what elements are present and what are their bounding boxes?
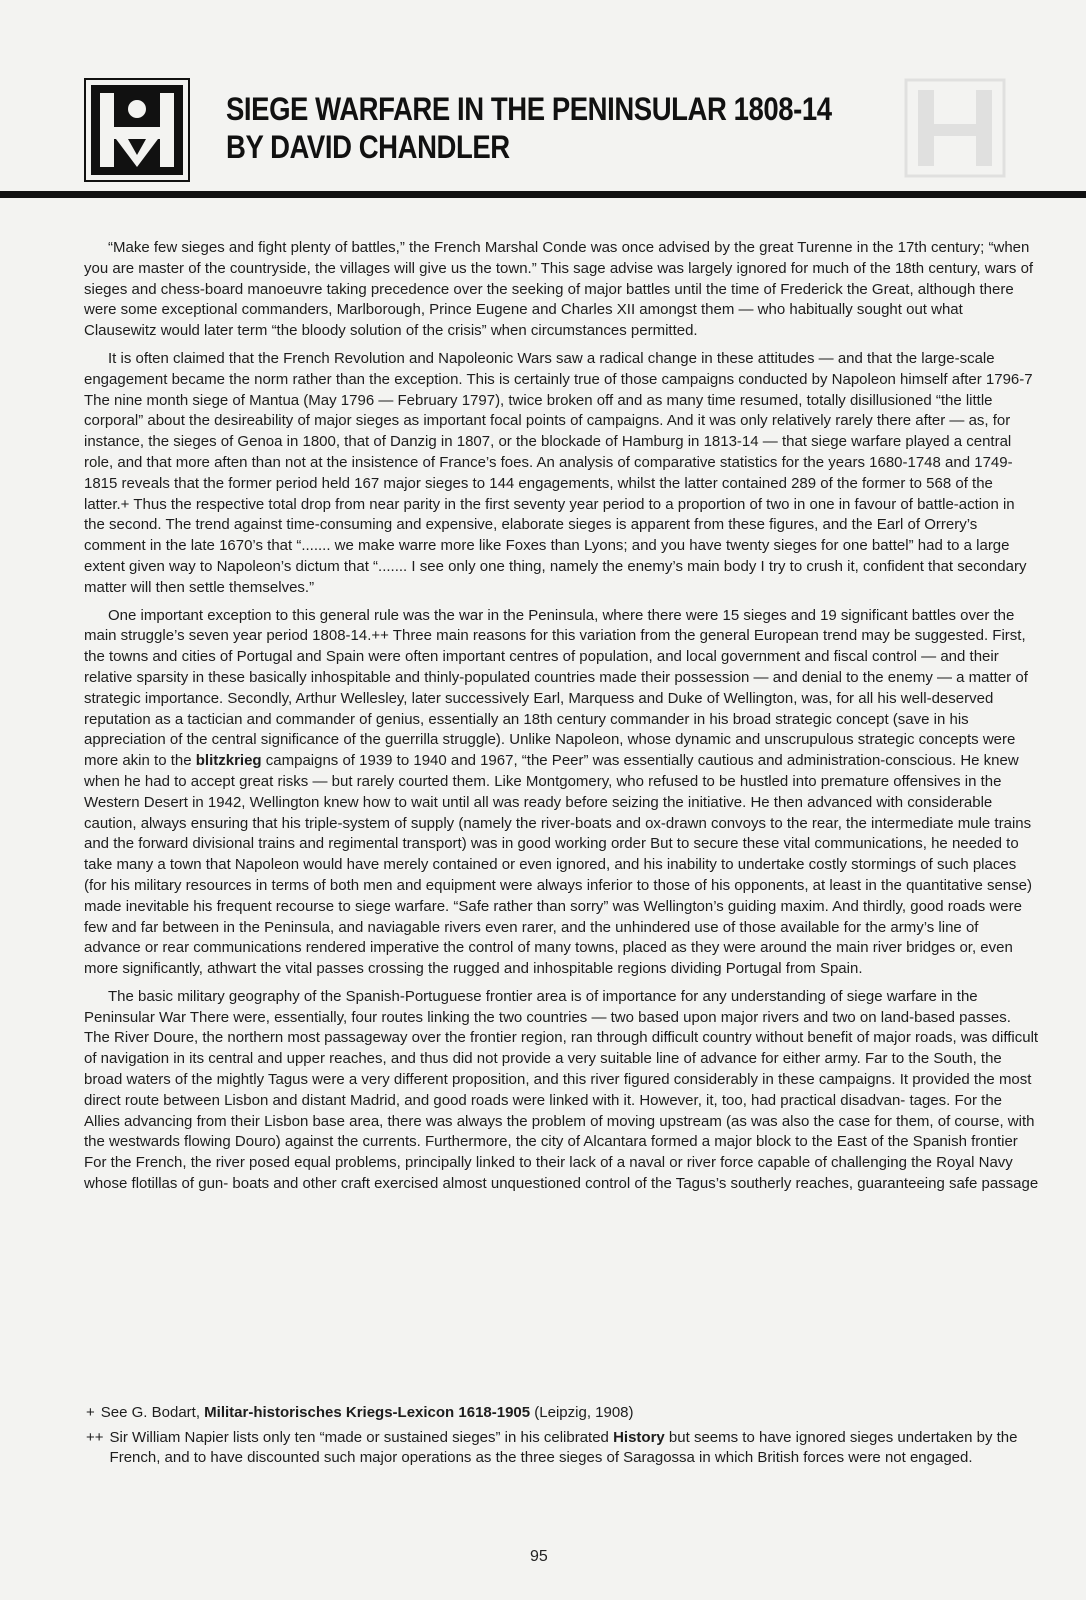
- footnote-mark: +: [86, 1404, 95, 1421]
- text-run: campaigns of 1939 to 1940 and 1967, “the Peer” was essentially cautious and administration-conscious. He knew when he had to accept great risks — but rarely courted them. Like Montgomery, who refused to be hustled into premature offensives in the Western Desert in 1942, Wellington knew how to wait until all was ready before seizing the initiative. He then advanced with considerable caution, always ensuring that his triple-system of supply (namely the river-boats and ox-drawn convoys to the rear, the intermediate mule trains and the forward divisional trains and regimental transport) was in good working order But to secure these vital communications, he needed to take many a town that Napoleon would have merely contained or even ignored, and his inability to undertake costly stormings of such places (for his military resources in terms of both men and equipment were always inferior to those of his opponents, at least in the quantitative sense) made inevitable his frequent recourse to siege warfare. “Safe rather than sorry” was Wellington’s guiding maxim. And thirdly, good roads were few and far between in the Peninsula, and naviagable rivers even rarer, and the unhindered use of those available for the army’s line of advance or rear communications rendered imperative the control of many towns, placed as they were around the main river bridges or, even more significantly, athwart the vital passes crossing the rugged and inhospitable regions dividing Portugal from Spain.: [84, 752, 1032, 978]
- footnote-text: [110, 1428, 1041, 1468]
- page-header: [0, 0, 1086, 205]
- text-run: The basic military geography of the Spanish-Portuguese frontier area is of importance for any understanding of siege warfare in the Peninsular War There were, essentially, four routes linking the two countries — two based upon major rivers and two on land-based passes. The River Doure, the northern most passageway over the frontier region, ran through difficult country without benefit of major roads, was difficult of navigation in its central and upper reaches, and thus did not provide a very suitable line of advance for either army. Far to the South, the broad waters of the mightly Tagus were a very different proposition, and this river figured considerably in these campaigns. It provided the most direct route between Lisbon and distant Madrid, and good roads were linked with it. However, it, too, had practical disadvan- tages. For the Allies advancing from their Lisbon base area, there was always the problem of moving upstream (as was also the case for them, of course, with the westwards flowing Douro) against the currents. Furthermore, the city of Alcantara formed a major block to the East of the Spanish frontier For the French, the river posed equal problems, principally linked to their lack of a naval or river force capable of challenging the Royal Navy whose flotillas of gun- boats and other craft exercised almost unquestioned control of the Tagus’s southerly reaches, guaranteeing safe passage: [84, 987, 1039, 1193]
- text-run: See G. Bodart,: [100, 1404, 205, 1421]
- text-run: but seems to have ignored sieges undertaken by the French, and to have discounted such major operations as the three sieges of Saragossa in which British forces were not engaged.: [109, 1429, 1018, 1466]
- bold-text: History: [613, 1429, 665, 1446]
- hv-monogram-icon: [91, 85, 183, 175]
- text-run: Sir William Napier lists only ten “made or sustained sieges” in his celibrated: [109, 1429, 614, 1446]
- article-body: [84, 238, 1039, 1202]
- article-title: [226, 90, 832, 166]
- ghost-logo-icon: [904, 78, 1006, 178]
- text-run: It is often claimed that the French Revolution and Napoleonic Wars saw a radical change in these attitudes — and that the large-scale engagement became the norm rather than the exception. This is certainly true of those campaigns conducted by Napoleon himself after 1796-7 The nine month siege of Mantua (May 1796 — February 1797), twice broken off and as many time resumed, totally disillusioned “the little corporal” about the desireability of major sieges as important focal points of campaigns. And it was only relatively rarely there after — as, for instance, the sieges of Genoa in 1800, that of Danzig in 1807, or the blockade of Hamburg in 1813-14 — that siege warfare played a central role, and that more aften than not at the insistence of France’s foes. An analysis of comparative statistics for the years 1680-1748 and 1749-1815 reveals that the former period held 167 major sieges to 144 engagements, whilst the latter contained 289 of the former to 568 of the latter.+ Thus the respective total drop from near parity in the first seventy year period to a proportion of two in one in favour of battle-action in the second. The trend against time-consuming and expensive, elaborate sieges is apparent from these figures, and the Earl of Orrery’s comment in the late 1670’s that “....... we make warre more like Foxes than Lyons; and you have twenty sieges for one battel” had to a large extent given way to Napoleon’s dictum that “....... I see only one thing, namely the enemy’s main body I try to crush it, confident that secondary matter will then settle themselves.”: [84, 349, 1033, 596]
- text-run: One important exception to this general rule was the war in the Peninsula, where there were 15 sieges and 19 significant battles over the main struggle’s seven year period 1808-14.++ Three main reasons for this variation from the general European trend may be suggested. First, the towns and cities of Portugal and Spain were often important centres of population, and local government and fiscal control — and their relative sparsity in these basically inhospitable and thinly-populated countries made their possession — and denial to the enemy — a matter of strategic importance. Secondly, Arthur Wellesley, later successively Earl, Marquess and Duke of Wellington, was, for all his well-deserved reputation as a tactician and commander of genius, essentially an 18th century commander in his broad strategic concept (save in his appreciation of the central significance of the guerrilla struggle). Unlike Napoleon, whose dynamic and unscrupulous strategic concepts were more akin to the: [84, 606, 1028, 770]
- paragraph: [84, 606, 1039, 980]
- text-run: (Leipzig, 1908): [530, 1404, 634, 1421]
- header-rule: [0, 191, 1086, 198]
- title-line-2: BY DAVID CHANDLER: [226, 129, 510, 165]
- logo-panel: [91, 85, 183, 175]
- bold-text: Militar-historisches Kriegs-Lexicon 1618-1905: [204, 1404, 531, 1421]
- paragraph: [84, 238, 1039, 342]
- footnote: [86, 1403, 1041, 1423]
- paragraph: [84, 349, 1039, 599]
- footnotes: [86, 1403, 1041, 1473]
- bold-text: blitzkrieg: [195, 752, 262, 770]
- paragraph: [84, 987, 1039, 1195]
- page-number: 95: [530, 1548, 548, 1565]
- footnote-text: [101, 1403, 634, 1423]
- title-line-1: SIEGE WARFARE IN THE PENINSULAR 1808-14: [226, 91, 832, 127]
- text-run: “Make few sieges and fight plenty of battles,” the French Marshal Conde was once advised by the great Turenne in the 17th century; “when you are master of the countryside, the villages will give us the town.” This sage advise was largely ignored for much of the 18th century, wars of sieges and chess-board manoeuvre taking precedence over the seeking of major battles until the time of Frederick the Great, although there were some exceptional commanders, Marlborough, Prince Eugene and Charles XII amongst them — who habitually sought out what Clausewitz would later term “the bloody solution of the crisis” when circumstances permitted.: [84, 239, 1034, 340]
- footnote: [86, 1428, 1041, 1468]
- hv-logo: [84, 78, 190, 182]
- footnote-mark: ++: [86, 1429, 104, 1446]
